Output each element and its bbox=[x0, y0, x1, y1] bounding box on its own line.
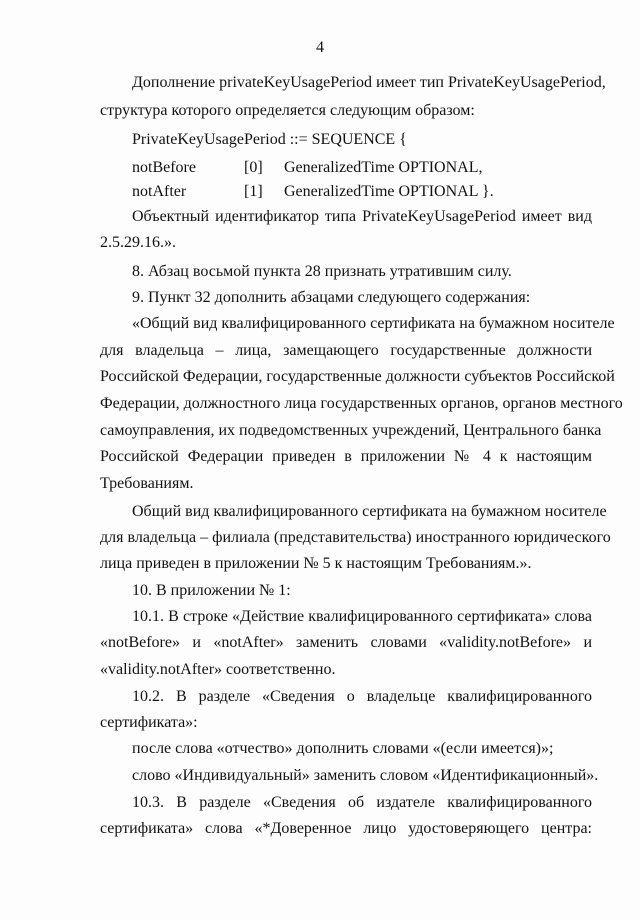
text-line: 10. В приложении № 1: bbox=[132, 582, 291, 599]
code-line: PrivateKeyUsagePeriod ::= SEQUENCE { bbox=[132, 131, 407, 148]
text-line: слово «Индивидуальный» заменить словом «Идентификационный». bbox=[132, 767, 599, 784]
code-field-tag: [0] bbox=[244, 159, 263, 176]
text-line: Федерации, должностного лица государственных органов, органов местного bbox=[100, 395, 623, 412]
code-row bbox=[132, 157, 592, 179]
code-field-name: notAfter bbox=[132, 183, 187, 200]
text-line: для владельца – филиала (представительства) иностранного юридического bbox=[100, 529, 611, 546]
text-line: 8. Абзац восьмой пункта 28 признать утратившим силу. bbox=[132, 263, 512, 280]
text-line: Объектный идентификатор типа PrivateKeyUsagePeriod имеет вид bbox=[132, 208, 592, 225]
text-line: «Общий вид квалифицированного сертификата на бумажном носителе bbox=[132, 315, 615, 332]
text-line: структура которого определяется следующим образом: bbox=[100, 102, 475, 119]
text-line: 2.5.29.16.». bbox=[100, 234, 176, 251]
code-field-name: notBefore bbox=[132, 159, 196, 176]
text-line: 9. Пункт 32 дополнить абзацами следующего содержания: bbox=[132, 289, 531, 306]
code-field-tag: [1] bbox=[244, 183, 263, 200]
page-number: 4 bbox=[316, 39, 324, 56]
code-field-type: GeneralizedTime OPTIONAL, bbox=[284, 159, 483, 176]
text-line: 10.2. В разделе «Сведения о владельце квалифицированного bbox=[132, 688, 592, 705]
text-line: сертификата»: bbox=[100, 714, 198, 731]
text-line: лица приведен в приложении № 5 к настоящим Требованиям.». bbox=[100, 555, 532, 572]
text-line: для владельца – лица, замещающего государственные должности bbox=[100, 342, 592, 359]
text-line: Общий вид квалифицированного сертификата на бумажном носителе bbox=[132, 503, 607, 520]
text-line: самоуправления, их подведомственных учреждений, Центрального банка bbox=[100, 422, 602, 439]
code-row bbox=[132, 181, 592, 203]
text-line: 10.1. В строке «Действие квалифицированного сертификата» слова bbox=[132, 608, 592, 625]
text-line: сертификата» слова «*Доверенное лицо удостоверяющего центра: bbox=[100, 820, 592, 837]
text-line: Дополнение privateKeyUsagePeriod имеет тип PrivateKeyUsagePeriod, bbox=[132, 74, 606, 91]
text-line: «validity.notAfter» соответственно. bbox=[100, 661, 336, 678]
text-line: Российской Федерации приведен в приложении № 4 к настоящим bbox=[100, 448, 592, 465]
text-line: Российской Федерации, государственные должности субъектов Российской bbox=[100, 368, 615, 385]
code-field-type: GeneralizedTime OPTIONAL }. bbox=[284, 183, 494, 200]
text-line: после слова «отчество» дополнить словами «(если имеется)»; bbox=[132, 740, 554, 757]
text-line: «notBefore» и «notAfter» заменить словами «validity.notBefore» и bbox=[100, 634, 592, 651]
text-line: Требованиям. bbox=[100, 475, 194, 492]
text-line: 10.3. В разделе «Сведения об издателе квалифицированного bbox=[132, 794, 592, 811]
